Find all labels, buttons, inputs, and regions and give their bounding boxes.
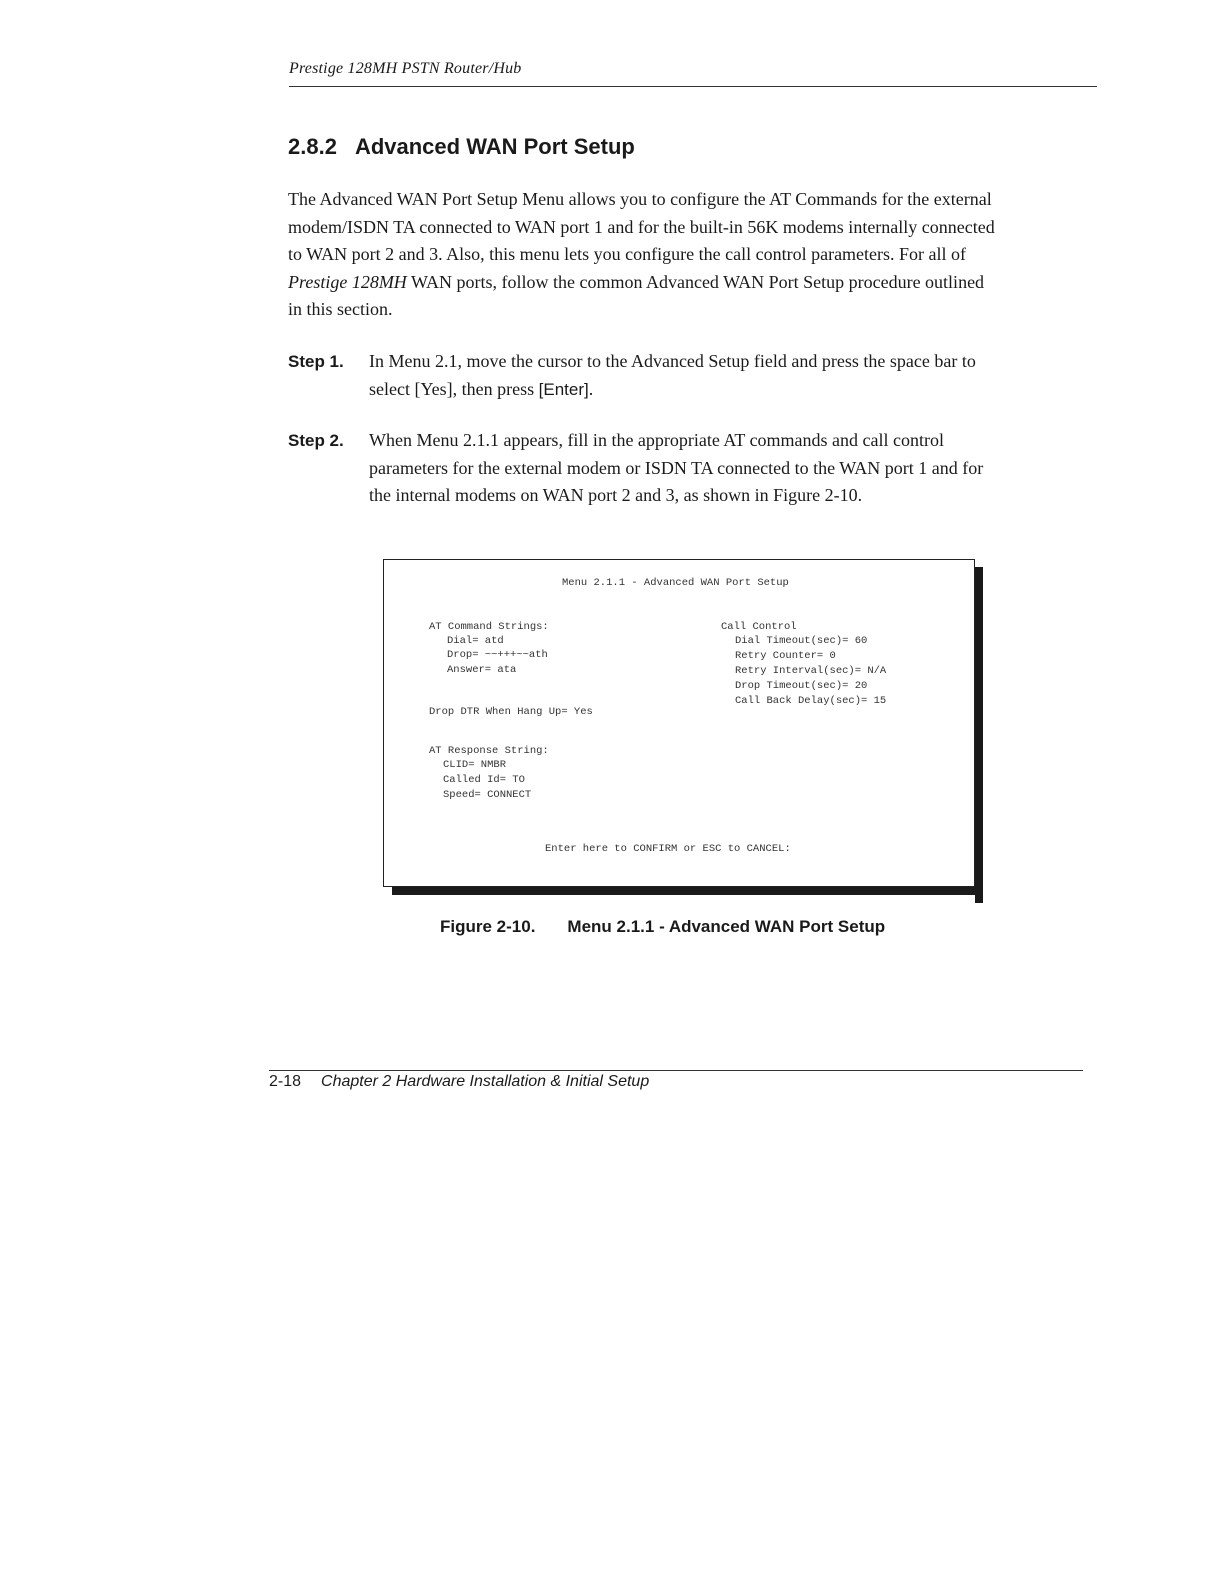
product-name: Prestige 128MH (288, 271, 407, 292)
call-control-heading: Call Control (721, 621, 797, 633)
intro-paragraph (288, 186, 1098, 324)
step-body (369, 427, 1094, 510)
at-command-heading: AT Command Strings: (429, 621, 549, 633)
terminal-screen (383, 559, 975, 887)
enter-key-text: [Enter] (538, 379, 589, 399)
screen-shadow (975, 567, 983, 903)
at-response-heading: AT Response String: (429, 745, 549, 757)
running-header: Prestige 128MH PSTN Router/Hub (289, 60, 522, 77)
intro-line: modem/ISDN TA connected to WAN port 1 and for the built-in 56K modems internally connected (288, 216, 995, 237)
dial-field[interactable]: Dial= atd (447, 635, 504, 647)
step-line: parameters for the external modem or ISDN TA connected to the WAN port 1 and for (369, 457, 984, 478)
retry-interval-field[interactable]: Retry Interval(sec)= N/A (735, 665, 887, 677)
drop-timeout-field[interactable]: Drop Timeout(sec)= 20 (735, 680, 868, 692)
step-text: select [Yes], then press (369, 378, 539, 399)
dial-timeout-field[interactable]: Dial Timeout(sec)= 60 (735, 635, 868, 647)
clid-field[interactable]: CLID= NMBR (443, 759, 507, 771)
figure-title: Menu 2.1.1 - Advanced WAN Port Setup (567, 917, 886, 936)
page-number: 2-18 (269, 1073, 302, 1090)
chapter-title: Chapter 2 Hardware Installation & Initial Setup (321, 1073, 650, 1090)
header-rule (289, 86, 1097, 87)
call-back-delay-field[interactable]: Call Back Delay(sec)= 15 (735, 695, 887, 707)
step-line: When Menu 2.1.1 appears, fill in the appropriate AT commands and call control (369, 430, 945, 450)
page-footer (269, 1073, 649, 1091)
section-title: Advanced WAN Port Setup (354, 134, 635, 159)
drop-field[interactable]: Drop= ~~+++~~ath (447, 649, 548, 661)
section-heading (288, 134, 635, 160)
step-body (369, 348, 1094, 403)
confirm-prompt[interactable]: Enter here to CONFIRM or ESC to CANCEL: (545, 843, 791, 855)
step-line (369, 376, 1094, 404)
answer-field[interactable]: Answer= ata (447, 664, 517, 676)
intro-line-rest: WAN ports, follow the common Advanced WAN Port Setup procedure outlined (406, 271, 985, 292)
intro-line: The Advanced WAN Port Setup Menu allows you to configure the AT Commands for the external (288, 189, 992, 209)
screen-shadow (392, 887, 983, 895)
retry-counter-field[interactable]: Retry Counter= 0 (735, 650, 836, 662)
intro-line: to WAN port 2 and 3. Also, this menu lets you configure the call control parameters. For all of (288, 244, 967, 264)
step-label: Step 1. (288, 352, 344, 371)
section-number: 2.8.2 (288, 134, 337, 159)
intro-line (288, 269, 1098, 297)
figure-caption (440, 917, 885, 937)
called-id-field[interactable]: Called Id= TO (443, 774, 525, 786)
step-line: the internal modems on WAN port 2 and 3, as shown in Figure 2-10. (369, 485, 863, 505)
menu-title: Menu 2.1.1 - Advanced WAN Port Setup (562, 577, 789, 589)
intro-line: in this section. (288, 299, 393, 319)
step-label: Step 2. (288, 431, 344, 450)
step-text: . (588, 378, 594, 399)
footer-rule (269, 1070, 1083, 1071)
step-line: In Menu 2.1, move the cursor to the Advanced Setup field and press the space bar to (369, 351, 976, 371)
figure-number: Figure 2-10. (440, 917, 536, 936)
drop-dtr-field[interactable]: Drop DTR When Hang Up= Yes (429, 706, 593, 718)
speed-field[interactable]: Speed= CONNECT (443, 789, 532, 801)
